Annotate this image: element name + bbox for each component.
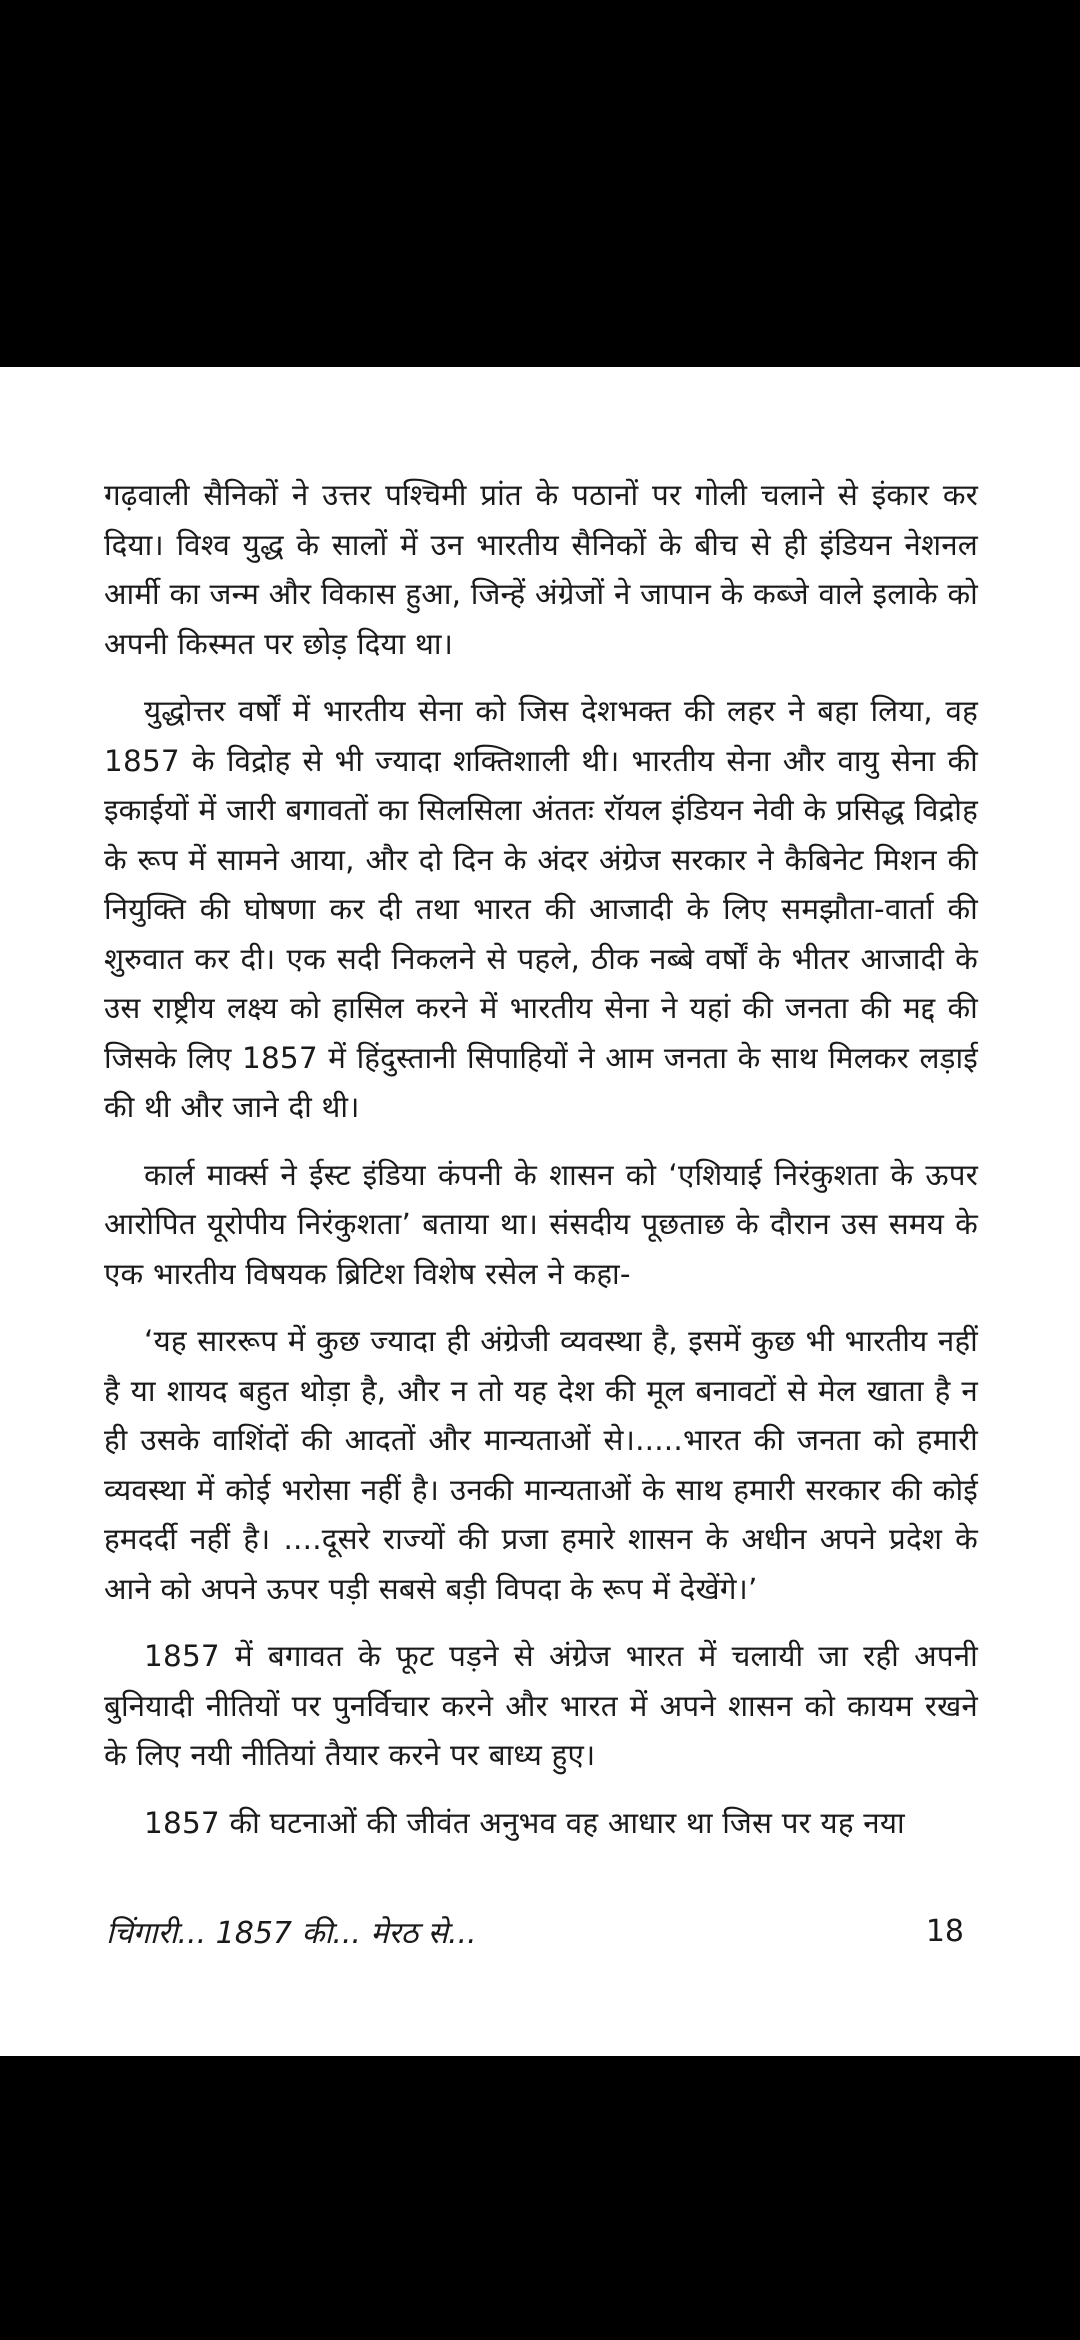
page-number: 18: [925, 1913, 964, 1949]
paragraph-3: कार्ल मार्क्स ने ईस्ट इंडिया कंपनी के शासन को ‘एशियाई निरंकुशता के ऊपर आरोपित यूरोपीय निरंकुशता’ बताया था। संसदीय पूछताछ के दौरान उस समय के एक भारतीय विषयक ब्रिटिश विशेष रसेल ने कहा-: [104, 1157, 978, 1291]
paragraph-1: गढ़वाली सैनिकों ने उत्तर पश्चिमी प्रांत के पठानों पर गोली चलाने से इंकार कर दिया। विश्व युद्ध के सालों में उन भारतीय सैनिकों के बीच से ही इंडियन नेशनल आर्मी का जन्म और विकास हुआ, जिन्हें अंग्रेजों ने जापान के कब्जे वाले इलाके को अपनी किस्मत पर छोड़ दिया था।: [104, 478, 978, 661]
bottom-black-bar: [0, 2056, 1080, 2340]
paragraph-2: युद्धोत्तर वर्षों में भारतीय सेना को जिस देशभक्त की लहर ने बहा लिया, वह 1857 के विद्रोह से भी ज्यादा शक्तिशाली थी। भारतीय सेना और वायु सेना की इकाईयों में जारी बगावतों का सिलसिला अंततः रॉयल इंडियन नेवी के प्रसिद्ध विद्रोह के रूप में सामने आया, और दो दिन के अंदर अंग्रेज सरकार ने कैबिनेट मिशन की नियुक्ति की घोषणा कर दी तथा भारत की आजादी के लिए समझौता-वार्ता की शुरुवात कर दी। एक सदी निकलने से पहले, ठीक नब्बे वर्षों के भीतर आजादी के उस राष्ट्रीय लक्ष्य को हासिल करने में भारतीय सेना ने यहां की जनता की मद्द की जिसके लिए 1857 में हिंदुस्तानी सिपाहियों ने आम जनता के साथ मिलकर लड़ाई की थी और जाने दी थी।: [104, 694, 978, 1124]
top-black-bar: [0, 0, 1080, 367]
paragraph-6: 1857 की घटनाओं की जीवंत अनुभव वह आधार था जिस पर यह नया: [144, 1805, 905, 1840]
book-title: चिंगारी... 1857 की... मेरठ से...: [106, 1915, 477, 1951]
book-page[interactable]: [0, 367, 1080, 2056]
page-footer: [106, 1906, 964, 1956]
quote-paragraph: ‘यह साररूप में कुछ ज्यादा ही अंग्रेजी व्यवस्था है, इसमें कुछ भी भारतीय नहीं है या शायद बहुत थोड़ा है, और न तो यह देश की मूल बनावटों से मेल खाता है न ही उसके वाशिंदों की आदतों और मान्यताओं से।.....भारत की जनता को हमारी व्यवस्था में कोई भरोसा नहीं है। उनकी मान्यताओं के साथ हमारी सरकार की कोई हमदर्दी नहीं है। ....दूसरे राज्यों की प्रजा हमारे शासन के अधीन अपने प्रदेश के आने को अपने ऊपर पड़ी सबसे बड़ी विपदा के रूप में देखेंगे।’: [104, 1324, 978, 1606]
paragraph-5: 1857 में बगावत के फूट पड़ने से अंग्रेज भारत में चलायी जा रही अपनी बुनियादी नीतियों पर पुनर्विचार करने और भारत में अपने शासन को कायम रखने के लिए नयी नीतियां तैयार करने पर बाध्य हुए।: [104, 1639, 978, 1772]
